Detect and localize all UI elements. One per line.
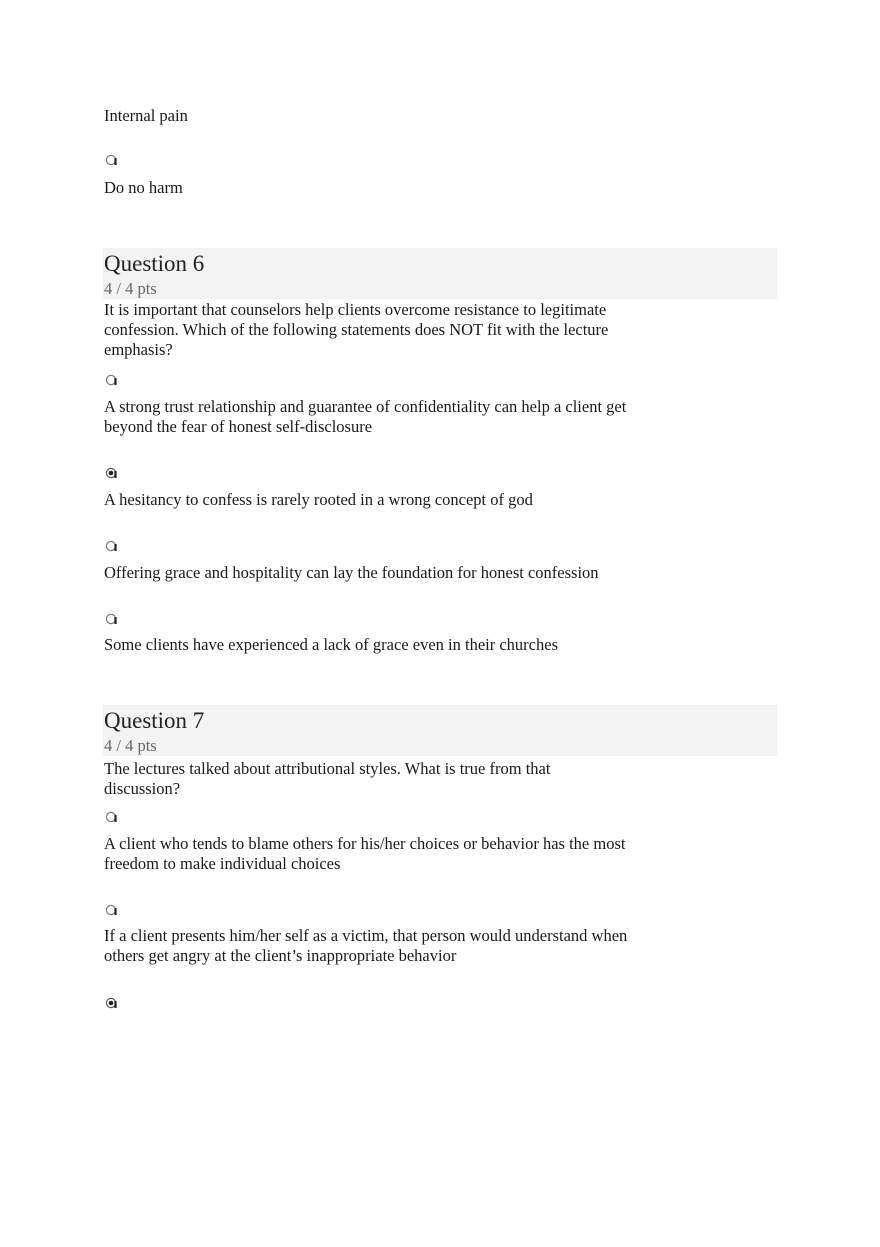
radio-button-unselected[interactable] <box>105 540 117 552</box>
option-text: Do no harm <box>104 178 183 197</box>
option-text: Offering grace and hospitality can lay the foundation for honest confession <box>104 563 599 582</box>
question-header <box>103 248 777 299</box>
radio-button-unselected[interactable] <box>105 904 117 916</box>
question-points: 4 / 4 pts <box>104 736 157 755</box>
option-text: Internal pain <box>104 106 188 125</box>
question-prompt: It is important that counselors help clients overcome resistance to legitimate confession. Which of the following statements does NOT fit with the lecture emphasis? <box>104 300 609 359</box>
radio-button-selected[interactable] <box>105 997 117 1009</box>
radio-button-unselected[interactable] <box>105 374 117 386</box>
option-text: Some clients have experienced a lack of grace even in their churches <box>104 635 558 654</box>
question-points: 4 / 4 pts <box>104 279 157 298</box>
option-text: If a client presents him/her self as a victim, that person would understand when others get angry at the client’s inappropriate behavior <box>104 926 628 965</box>
radio-button-unselected[interactable] <box>105 811 117 823</box>
radio-button-unselected[interactable] <box>105 154 117 166</box>
option-text: A hesitancy to confess is rarely rooted in a wrong concept of god <box>104 490 533 509</box>
question-title: Question 6 <box>104 251 205 276</box>
question-prompt: The lectures talked about attributional styles. What is true from that discussion? <box>104 759 551 798</box>
option-text: A client who tends to blame others for his/her choices or behavior has the most freedom to make individual choices <box>104 834 626 873</box>
radio-button-unselected[interactable] <box>105 613 117 625</box>
question-header <box>103 705 777 756</box>
option-text: A strong trust relationship and guarantee of confidentiality can help a client get beyond the fear of honest self-disclosure <box>104 397 627 436</box>
question-title: Question 7 <box>104 708 205 733</box>
radio-button-selected[interactable] <box>105 467 117 479</box>
